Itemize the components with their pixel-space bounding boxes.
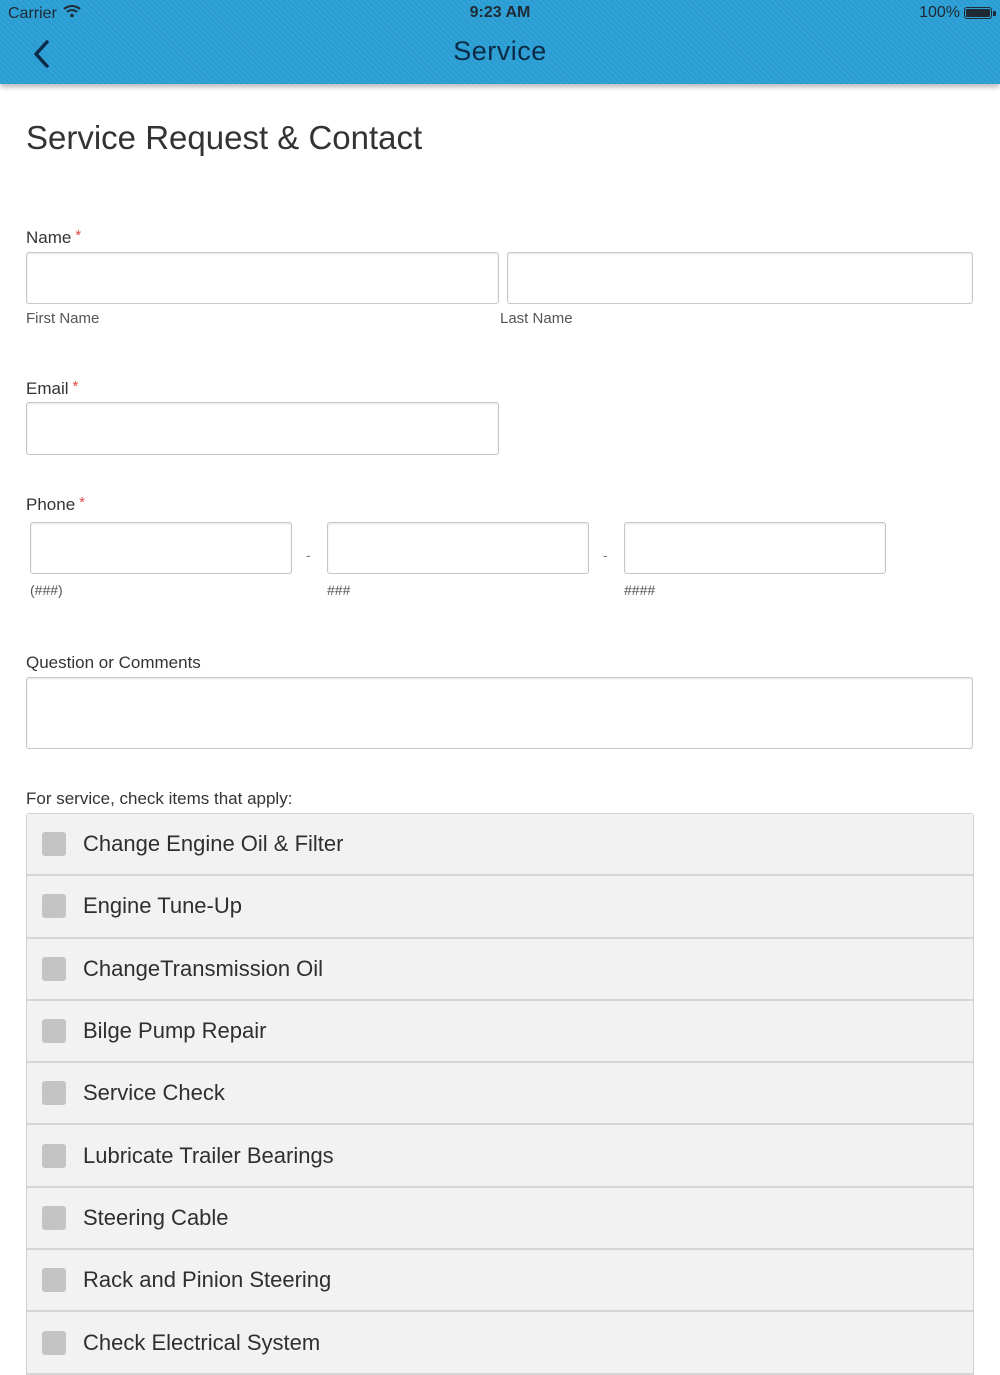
service-item[interactable] [27,1250,973,1312]
checkbox[interactable] [42,1268,66,1292]
phone-prefix-sublabel: ### [327,582,351,598]
service-checklist [26,813,974,1375]
comments-field[interactable] [26,677,973,749]
service-item-label: Rack and Pinion Steering [83,1267,332,1293]
phone-area-code-sublabel: (###) [30,582,63,598]
checkbox[interactable] [42,832,66,856]
phone-label-text: Phone [26,495,76,514]
service-item-label: Engine Tune-Up [83,893,242,919]
phone-area-code-field[interactable] [30,522,292,574]
navigation-bar [0,0,1000,84]
phone-separator: - [603,547,608,563]
battery-percentage: 100% [919,4,960,21]
name-label [26,227,81,248]
phone-label [26,494,85,515]
checkbox[interactable] [42,1019,66,1043]
service-item[interactable] [27,876,973,938]
nav-title: Service [453,36,547,66]
service-checklist-label: For service, check items that apply: [26,789,293,808]
required-marker: * [75,227,82,244]
email-label [26,378,78,399]
checkbox[interactable] [42,1144,66,1168]
checkbox[interactable] [42,894,66,918]
service-item-label: Service Check [83,1080,225,1106]
service-item[interactable] [27,1188,973,1250]
phone-line-field[interactable] [624,522,886,574]
email-field[interactable] [26,402,499,455]
checkbox[interactable] [42,957,66,981]
status-time: 9:23 AM [469,4,531,21]
checkbox[interactable] [42,1081,66,1105]
service-item-label: Check Electrical System [83,1329,321,1355]
battery-icon [964,7,992,19]
first-name-sublabel: First Name [26,310,100,327]
phone-line-sublabel: #### [624,582,656,598]
checkbox[interactable] [42,1206,66,1230]
last-name-sublabel: Last Name [500,310,573,327]
service-item[interactable] [27,1001,973,1063]
service-item[interactable] [27,1125,973,1187]
status-bar [0,0,1000,28]
required-marker: * [79,494,86,511]
comments-label: Question or Comments [26,653,201,672]
phone-separator: - [306,547,311,563]
service-item[interactable] [27,1063,973,1125]
last-name-field[interactable] [507,252,973,304]
battery-indicator [919,4,992,22]
checkbox[interactable] [42,1331,66,1355]
service-item-label: Lubricate Trailer Bearings [83,1142,334,1168]
service-item-label: ChangeTransmission Oil [83,955,324,981]
first-name-field[interactable] [26,252,499,304]
phone-prefix-field[interactable] [327,522,589,574]
name-label-text: Name [26,228,72,247]
service-item-label: Steering Cable [83,1204,229,1230]
carrier-label: Carrier [8,4,57,22]
service-item[interactable] [27,814,973,876]
service-item-label: Change Engine Oil & Filter [83,831,344,857]
service-item[interactable] [27,939,973,1001]
service-item[interactable] [27,1312,973,1374]
service-item-label: Bilge Pump Repair [83,1018,267,1044]
email-label-text: Email [26,379,69,398]
required-marker: * [72,378,79,395]
page-title: Service Request & Contact [26,119,423,156]
